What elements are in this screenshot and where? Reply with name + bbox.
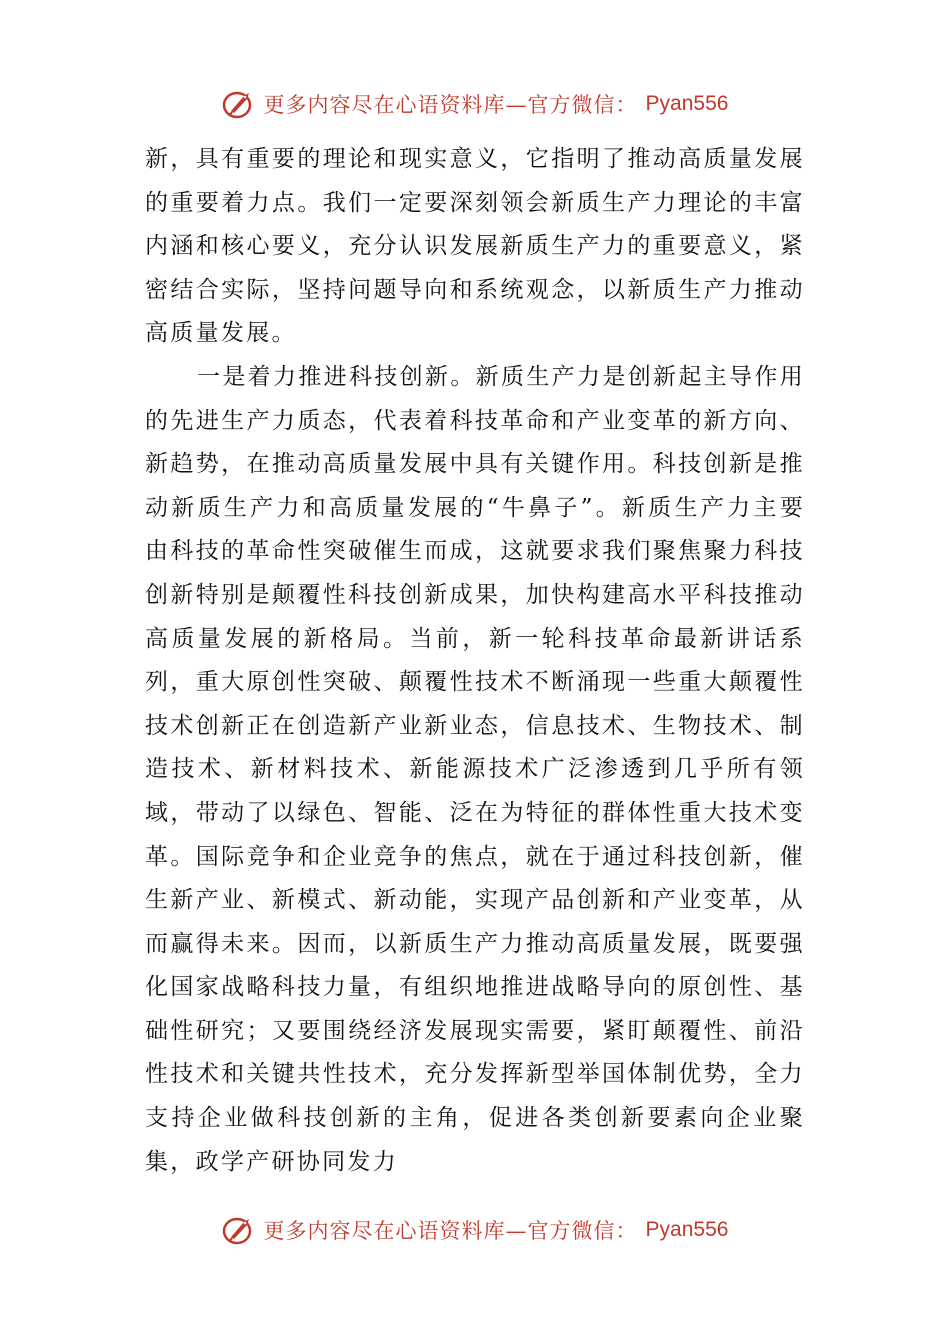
header-wechat-id: Pyan556 [645, 92, 729, 115]
footer-banner-text: 更多内容尽在心语资料库—官方微信： [263, 1219, 638, 1243]
footer-banner [0, 1210, 950, 1250]
header-banner [0, 84, 950, 124]
paragraph-tech-innovation: 一是着力推进科技创新。新质生产力是创新起主导作用的先进生产力质态，代表着科技革命和产业变革的新方向、新趋势，在推动高质量发展中具有关键作用。科技创新是推动新质生产力和高质量发展的“牛鼻子”。新质生产力主要由科技的革命性突破催生而成，这就要求我们聚焦聚力科技创新特别是颠覆性科技创新成果，加快构建高水平科技推动高质量发展的新格局。当前，新一轮科技革命最新讲话系列，重大原创性突破、颠覆性技术不断涌现一些重大颠覆性技术创新正在创造新产业新业态，信息技术、生物技术、制造技术、新材料技术、新能源技术广泛渗透到几乎所有领域，带动了以绿色、智能、泛在为特征的群体性重大技术变革。国际竞争和企业竞争的焦点，就在于通过科技创新，催生新产业、新模式、新动能，实现产品创新和产业变革，从而赢得未来。因而，以新质生产力推动高质量发展，既要强化国家战略科技力量，有组织地推进战略导向的原创性、基础性研究；又要围绕经济发展现实需要，紧盯颠覆性、前沿性技术和关键共性技术，充分发挥新型举国体制优势，全力支持企业做科技创新的主角，促进各类创新要素向企业聚集，政学产研协同发力 [145, 363, 805, 1175]
footer-wechat-id: Pyan556 [645, 1218, 729, 1241]
document-body [145, 138, 805, 1184]
pen-nib-logo-icon [222, 87, 256, 121]
paragraph-continuation: 新，具有重要的理论和现实意义，它指明了推动高质量发展的重要着力点。我们一定要深刻领会新质生产力理论的丰富内涵和核心要义，充分认识发展新质生产力的重要意义，紧密结合实际，坚持问题导向和系统观念，以新质生产力推动高质量发展。 [145, 146, 805, 347]
header-banner-text: 更多内容尽在心语资料库—官方微信： [263, 93, 638, 117]
pen-nib-logo-icon [222, 1213, 256, 1247]
